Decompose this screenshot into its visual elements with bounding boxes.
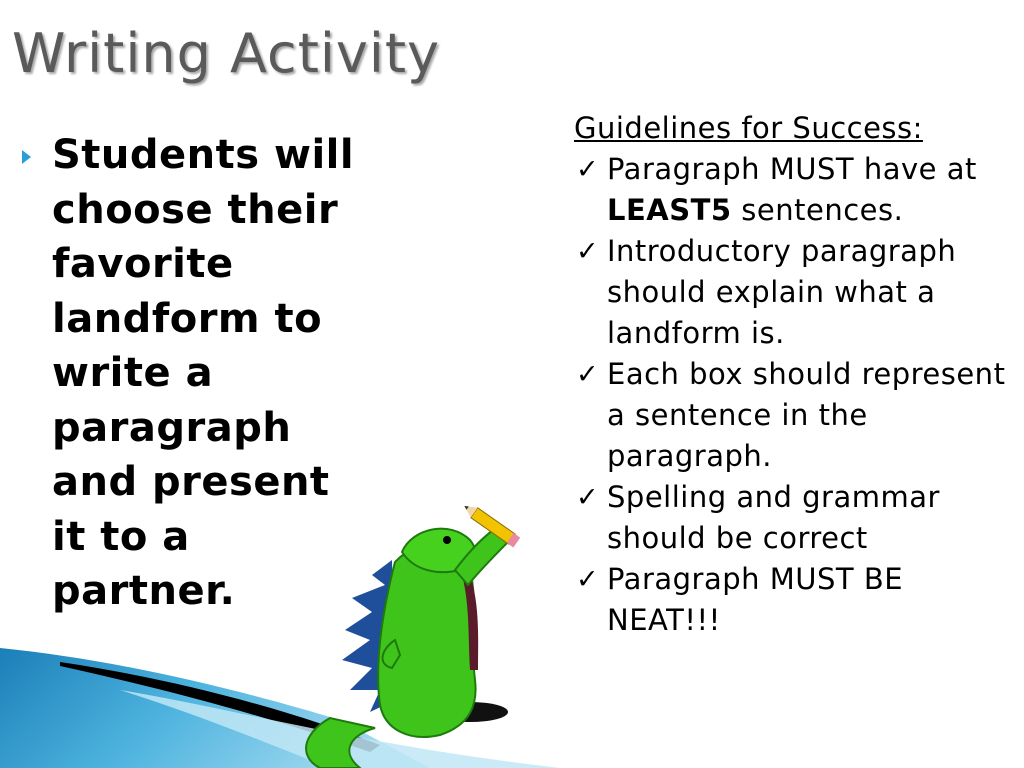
checkmark-icon: ✓ (576, 236, 600, 267)
checkmark-icon: ✓ (576, 359, 600, 390)
guideline-text: Paragraph MUST BE NEAT!!! (607, 562, 904, 637)
blue-swoosh (0, 648, 430, 768)
triangle-bullet-icon (22, 150, 31, 164)
guidelines-heading: Guidelines for Success: (574, 111, 923, 145)
guideline-item (574, 149, 1019, 231)
guideline-text-part: sentences. (731, 193, 904, 227)
slide-title: Writing Activity (12, 22, 440, 85)
main-bullet (22, 128, 372, 619)
checkmark-icon: ✓ (576, 482, 600, 513)
black-swoosh (60, 662, 380, 752)
guideline-item (574, 477, 1019, 559)
guidelines-box (574, 108, 1019, 641)
guideline-text-part: Paragraph MUST have at (607, 152, 977, 186)
guideline-emphasis: LEAST5 (607, 193, 732, 227)
guideline-text: Spelling and grammar should be correct (607, 480, 940, 555)
main-bullet-text: Students will choose their favorite landform to write a paragraph and present it to a partner. (52, 132, 355, 614)
guideline-item (574, 559, 1019, 641)
guidelines-list (574, 149, 1019, 641)
guideline-text: Introductory paragraph should explain what a landform is. (607, 234, 957, 350)
guideline-text: Each box should represent a sentence in the paragraph. (607, 357, 1006, 473)
checkmark-icon: ✓ (576, 154, 600, 185)
guideline-item (574, 231, 1019, 354)
light-swoosh (120, 690, 560, 768)
checkmark-icon: ✓ (576, 564, 600, 595)
guideline-item (574, 354, 1019, 477)
